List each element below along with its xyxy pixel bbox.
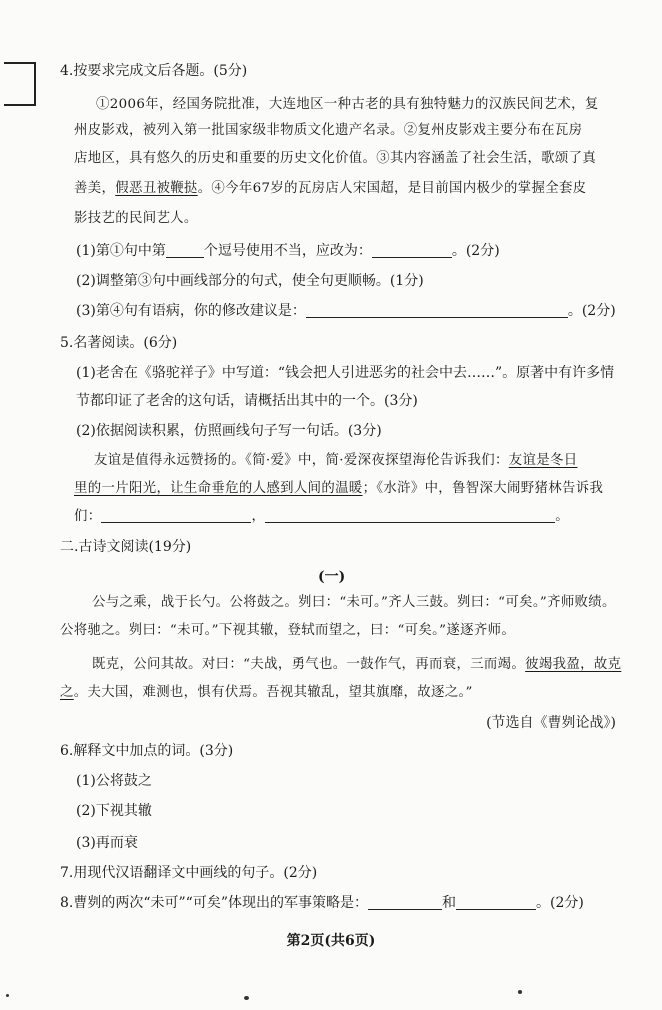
classical-source: (节选自《曹刿论战》) (486, 715, 616, 731)
section-2-subtitle: (一) (318, 569, 346, 585)
classical-4b: 。夫大国，难测也，惧有伏焉。吾视其辙乱，望其旗靡，故逐之。” (73, 685, 473, 700)
q4-sub3-blank[interactable] (306, 303, 568, 318)
q4-sub1 (76, 242, 500, 260)
q5-sub2: (2)依据阅读积累，仿照画线句子写一句话。(3分) (76, 423, 382, 439)
q4-sub3-b: 。(2分) (567, 303, 616, 319)
scan-speck (244, 996, 249, 1000)
q5-example-line-3 (74, 508, 569, 526)
q8-line (60, 894, 584, 912)
q4-para-line-4 (74, 180, 586, 198)
section-2-title: 二.古诗文阅读(19分) (60, 539, 192, 555)
classical-text-line-1: 公与之乘，战于长勺。公将鼓之。刿曰：“未可。”齐人三鼓。刿曰：“可矣。”齐师败绩。 (92, 595, 616, 610)
q4-sub1-b: 个逗号使用不当，应改为： (203, 243, 372, 259)
q5-example-line-2 (74, 480, 603, 498)
q8-b: 和 (442, 895, 456, 911)
q6-item-2: (2)下视其辙 (76, 803, 152, 819)
q8-c: 。(2分) (536, 895, 584, 911)
q8-blank-2[interactable] (456, 895, 536, 910)
q5-answer-blank-1[interactable] (101, 508, 251, 523)
q7-title: 7.用现代汉语翻译文中画线的句子。(2分) (60, 865, 318, 881)
q4-sub1-blank-1[interactable] (166, 243, 204, 258)
q5-ex-3c: 。 (555, 509, 569, 524)
q4-para-4c: 。④今年67岁的瓦房店人宋国超，是目前国内极少的掌握全套皮 (197, 181, 587, 196)
q4-para-line-3: 店地区，具有悠久的历史和重要的历史文化价值。③其内容涵盖了社会生活，歌颂了真 (74, 151, 597, 166)
q5-ex-2b: ；《水浒》中，鲁智深大闹野猪林告诉我 (362, 481, 604, 496)
q6-title: 6.解释文中加点的词。(3分) (60, 743, 234, 759)
q5-ex-1a: 友谊是值得永远赞扬的。《简·爱》中，简·爱深夜探望海伦告诉我们： (94, 453, 509, 468)
classical-underlined-2: 之 (60, 685, 74, 700)
scan-speck (518, 990, 522, 994)
q5-ex-3a: 们： (74, 509, 102, 524)
q4-sub2: (2)调整第③句中画线部分的句式，使全句更顺畅。(1分) (76, 273, 424, 289)
scan-speck (6, 994, 9, 997)
q6-item-3: (3)再而衰 (76, 835, 138, 851)
classical-text-line-4 (60, 684, 473, 702)
q5-ex-3b: ， (251, 509, 266, 524)
classical-text-line-3 (92, 656, 621, 674)
q4-sub1-blank-2[interactable] (372, 243, 452, 258)
margin-bracket (4, 62, 36, 106)
q4-para-4a: 善美， (74, 181, 116, 196)
q5-sub1-line-2: 节都印证了老舍的这句话，请概括出其中的一个。(3分) (76, 393, 418, 409)
classical-text-line-2: 公将驰之。刿曰：“未可。”下视其辙，登轼而望之，曰：“可矣。”遂逐齐师。 (60, 623, 516, 638)
q4-para-line-2: 州皮影戏，被列入第一批国家级非物质文化遗产名录。②复州皮影戏主要分布在瓦房 (74, 123, 583, 138)
q4-sub3 (76, 302, 616, 320)
q4-sub1-c: 。(2分) (451, 243, 500, 259)
q5-sub1-line-1: (1)老舍在《骆驼祥子》中写道：“钱会把人引进恶劣的社会中去……”。原著中有许多情 (76, 365, 615, 381)
q4-para-line-5: 影技艺的民间艺人。 (74, 211, 198, 226)
classical-3a: 既克，公问其故。对曰：“夫战，勇气也。一鼓作气，再而衰，三而竭。 (92, 657, 526, 672)
q5-answer-blank-2[interactable] (265, 508, 555, 523)
q4-title: 4.按要求完成文后各题。(5分) (60, 63, 248, 79)
q4-para-line-1: ①2006年，经国务院批准，大连地区一种古老的具有独特魅力的汉族民间艺术，复 (96, 97, 599, 112)
q5-example-line-1 (94, 452, 577, 470)
q5-title: 5.名著阅读。(6分) (60, 335, 178, 351)
q4-sub3-a: (3)第④句有语病，你的修改建议是： (76, 303, 306, 319)
page-number: 第2页(共6页) (286, 933, 376, 949)
q8-a: 8.曹刿的两次“未可”“可矣”体现出的军事策略是： (60, 895, 368, 911)
q4-underlined-phrase: 假恶丑被鞭挞 (115, 181, 198, 196)
q4-sub1-a: (1)第①句中第 (76, 243, 166, 259)
classical-underlined-1: 彼竭我盈，故克 (525, 657, 622, 672)
q5-ex-underlined-1: 友谊是冬日 (508, 453, 578, 468)
q6-item-1: (1)公将鼓之 (76, 773, 152, 789)
q8-blank-1[interactable] (368, 895, 442, 910)
q5-ex-underlined-2: 里的一片阳光，让生命垂危的人感到人间的温暖 (74, 481, 363, 496)
